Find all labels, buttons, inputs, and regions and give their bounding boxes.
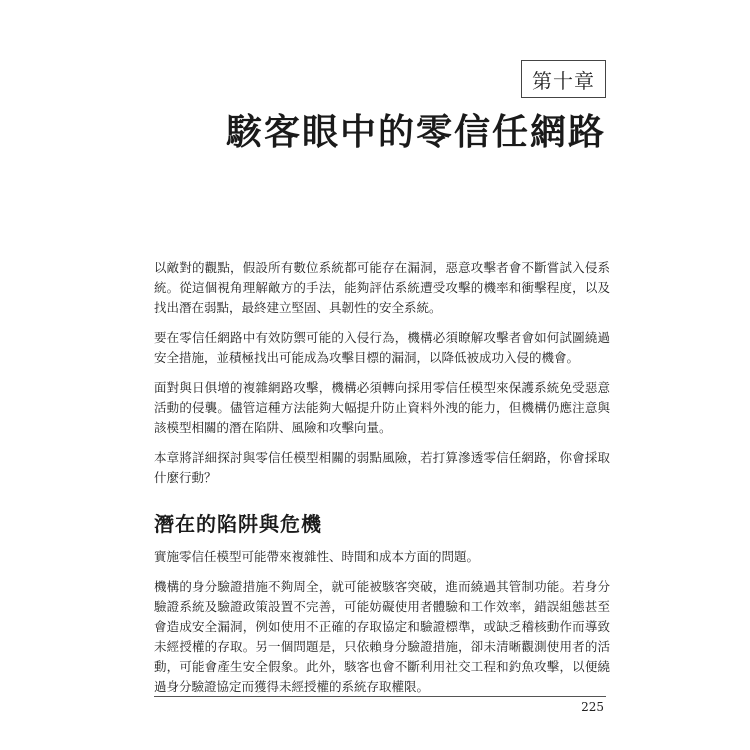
footer-divider: [154, 696, 606, 697]
intro-paragraph-3: 面對與日俱增的複雜網路攻擊，機構必須轉向採用零信任模型來保護系統免受惡意活動的侵襲。儘管這種方法能夠大幅提升防止資料外洩的能力，但機構仍應注意與該模型相關的潛在陷阱、風險和攻擊向量。: [154, 380, 610, 435]
page-body: [154, 258, 610, 707]
intro-paragraph-1: 以敵對的觀點，假設所有數位系統都可能存在漏洞，惡意攻擊者會不斷嘗試入侵系統。從這個視角理解敵方的手法，能夠評估系統遭受攻擊的機率和衝擊程度，以及找出潛在弱點，最終建立堅固、具韌性的安全系統。: [154, 260, 610, 315]
chapter-label: 第十章: [521, 60, 606, 98]
section-paragraph-1: 實施零信任模型可能帶來複雜性、時間和成本方面的問題。: [154, 549, 480, 564]
page-number: 225: [581, 700, 604, 714]
intro-paragraph-4: 本章將詳細探討與零信任模型相關的弱點風險，若打算滲透零信任網路，你會採取什麼行動？: [154, 450, 610, 485]
intro-paragraph-2: 要在零信任網路中有效防禦可能的入侵行為，機構必須瞭解攻擊者會如何試圖繞過安全措施，並積極找出可能成為攻擊目標的漏洞，以降低被成功入侵的機會。: [154, 330, 610, 365]
chapter-title: 駭客眼中的零信任網路: [225, 112, 606, 153]
section-paragraph-2: 機構的身分驗證措施不夠周全，就可能被駭客突破，進而繞過其管制功能。若身分驗證系統及驗證政策設置不完善，可能妨礙使用者體驗和工作效率，錯誤組態甚至會造成安全漏洞，例如使用不正確的存取協定和驗證標準，或缺乏稽核動作而導致未經授權的存取。另一個問題是，只依賴身分驗證措施，卻未清晰觀測使用者的活動，可能會產生安全假象。此外，駭客也會不斷利用社交工程和釣魚攻擊，以便繞過身分驗證協定而獲得未經授權的系統存取權限。: [154, 579, 610, 694]
section-heading: 潛在的陷阱與危機: [154, 512, 322, 536]
